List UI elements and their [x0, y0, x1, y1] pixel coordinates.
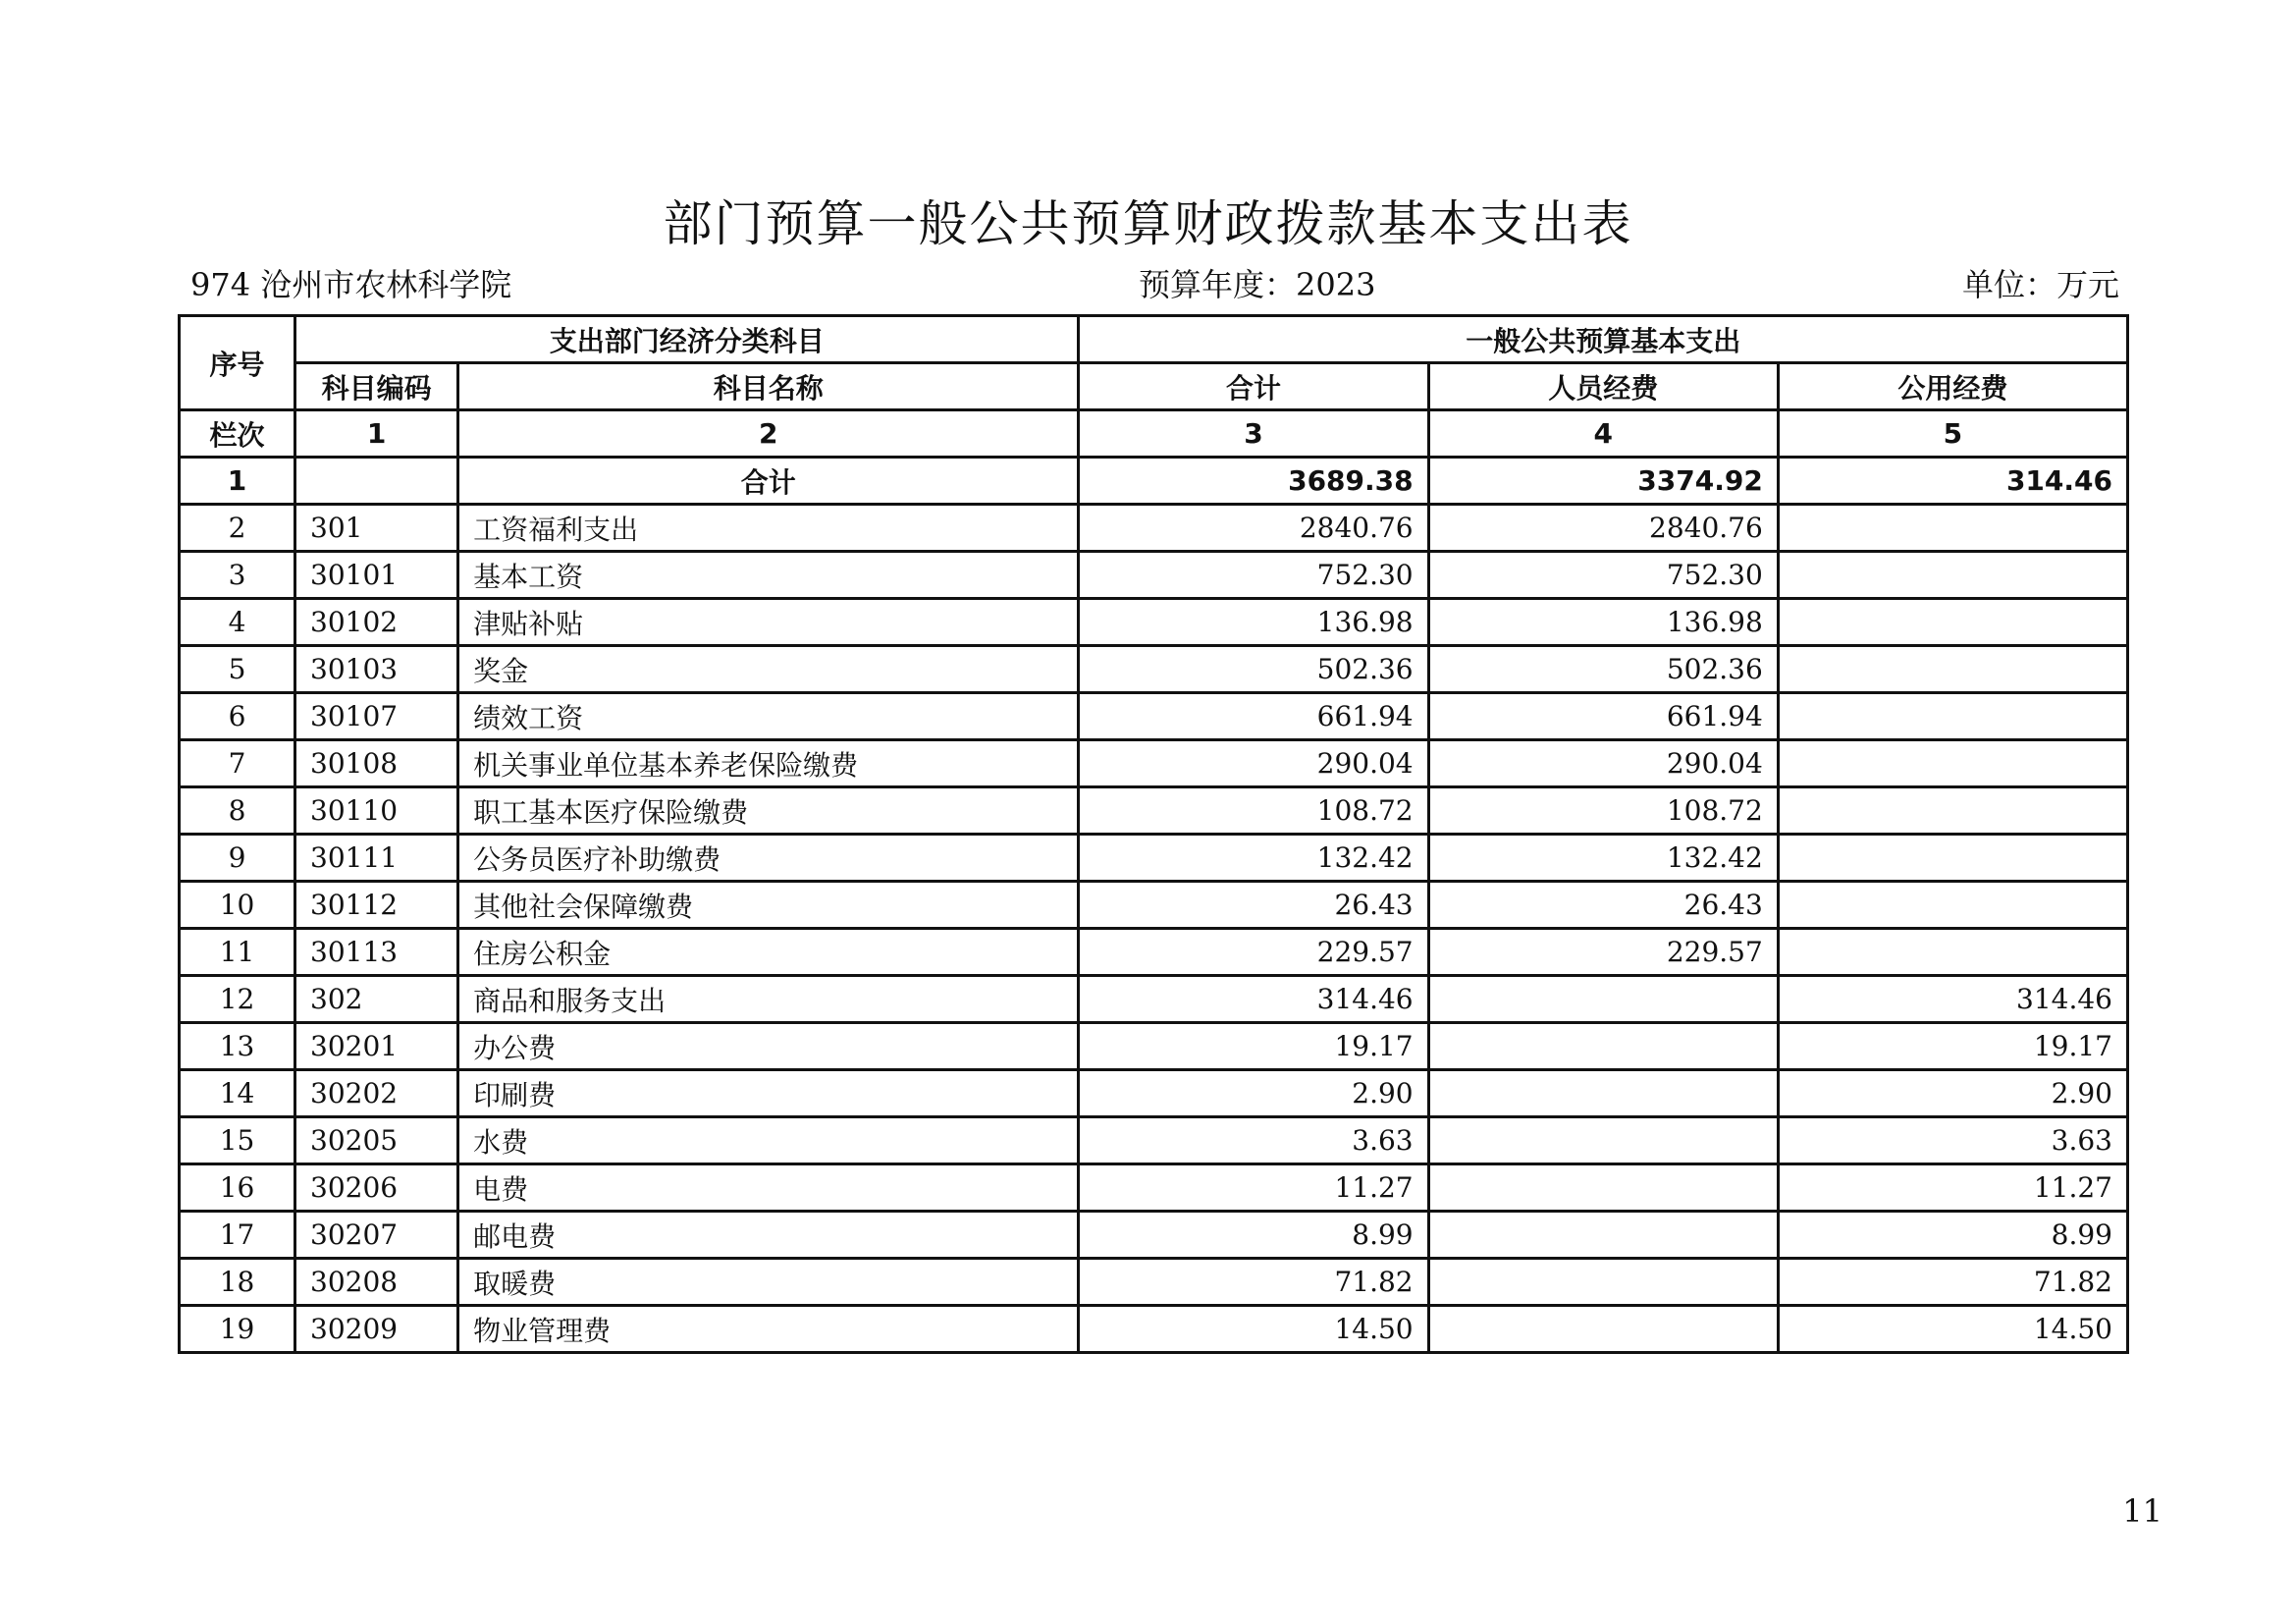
cell-code: 30102	[295, 599, 458, 646]
cell-public	[1778, 693, 2127, 740]
column-index-2: 2	[458, 410, 1079, 458]
cell-name: 合计	[458, 458, 1079, 505]
cell-code: 30206	[295, 1164, 458, 1212]
column-index-3: 3	[1079, 410, 1428, 458]
header-name: 科目名称	[458, 363, 1079, 410]
cell-seq: 16	[180, 1164, 295, 1212]
cell-name: 工资福利支出	[458, 505, 1079, 552]
cell-public	[1778, 882, 2127, 929]
table-row	[180, 1117, 2128, 1164]
cell-name: 取暖费	[458, 1259, 1079, 1306]
table-row	[180, 552, 2128, 599]
table-row	[180, 1306, 2128, 1353]
cell-public	[1778, 740, 2127, 787]
cell-name: 办公费	[458, 1023, 1079, 1070]
cell-total: 136.98	[1079, 599, 1428, 646]
table-row	[180, 835, 2128, 882]
cell-total: 2840.76	[1079, 505, 1428, 552]
cell-name: 职工基本医疗保险缴费	[458, 787, 1079, 835]
table-row	[180, 1212, 2128, 1259]
cell-name: 公务员医疗补助缴费	[458, 835, 1079, 882]
cell-public: 19.17	[1778, 1023, 2127, 1070]
cell-personnel: 661.94	[1428, 693, 1778, 740]
cell-code: 30110	[295, 787, 458, 835]
cell-public: 314.46	[1778, 976, 2127, 1023]
table-row	[180, 1164, 2128, 1212]
cell-seq: 8	[180, 787, 295, 835]
cell-seq: 1	[180, 458, 295, 505]
page-number: 11	[2122, 1492, 2163, 1530]
table-row	[180, 458, 2128, 505]
cell-code: 30101	[295, 552, 458, 599]
cell-code: 30209	[295, 1306, 458, 1353]
cell-name: 机关事业单位基本养老保险缴费	[458, 740, 1079, 787]
budget-table	[178, 314, 2129, 1354]
cell-name: 物业管理费	[458, 1306, 1079, 1353]
cell-total: 108.72	[1079, 787, 1428, 835]
cell-name: 津贴补贴	[458, 599, 1079, 646]
unit-label: 单位：万元	[1961, 266, 2119, 303]
cell-personnel: 502.36	[1428, 646, 1778, 693]
cell-total: 229.57	[1079, 929, 1428, 976]
budget-year: 预算年度：2023	[1139, 266, 1376, 303]
table-body	[180, 458, 2128, 1353]
cell-public	[1778, 505, 2127, 552]
cell-public	[1778, 646, 2127, 693]
cell-total: 2.90	[1079, 1070, 1428, 1117]
cell-personnel: 290.04	[1428, 740, 1778, 787]
table-row	[180, 505, 2128, 552]
cell-code: 30208	[295, 1259, 458, 1306]
cell-seq: 14	[180, 1070, 295, 1117]
cell-total: 71.82	[1079, 1259, 1428, 1306]
cell-name: 奖金	[458, 646, 1079, 693]
cell-name: 水费	[458, 1117, 1079, 1164]
cell-total: 11.27	[1079, 1164, 1428, 1212]
cell-seq: 2	[180, 505, 295, 552]
header-basic-expenditure: 一般公共预算基本支出	[1079, 316, 2128, 363]
table-row	[180, 740, 2128, 787]
table-row	[180, 929, 2128, 976]
cell-seq: 12	[180, 976, 295, 1023]
cell-code: 30207	[295, 1212, 458, 1259]
cell-personnel	[1428, 1070, 1778, 1117]
table-row	[180, 882, 2128, 929]
cell-personnel	[1428, 1212, 1778, 1259]
cell-personnel	[1428, 1259, 1778, 1306]
column-index-5: 5	[1778, 410, 2127, 458]
header-seq: 序号	[180, 316, 295, 410]
cell-seq: 11	[180, 929, 295, 976]
cell-seq: 19	[180, 1306, 295, 1353]
cell-total: 132.42	[1079, 835, 1428, 882]
cell-personnel: 136.98	[1428, 599, 1778, 646]
cell-name: 电费	[458, 1164, 1079, 1212]
cell-total: 8.99	[1079, 1212, 1428, 1259]
cell-personnel: 3374.92	[1428, 458, 1778, 505]
cell-total: 290.04	[1079, 740, 1428, 787]
table-row	[180, 646, 2128, 693]
cell-seq: 5	[180, 646, 295, 693]
cell-personnel: 752.30	[1428, 552, 1778, 599]
header-personnel: 人员经费	[1428, 363, 1778, 410]
cell-code: 30112	[295, 882, 458, 929]
header-public: 公用经费	[1778, 363, 2127, 410]
cell-total: 14.50	[1079, 1306, 1428, 1353]
column-index-row	[180, 410, 2128, 458]
cell-name: 基本工资	[458, 552, 1079, 599]
cell-code: 301	[295, 505, 458, 552]
cell-personnel: 2840.76	[1428, 505, 1778, 552]
cell-code: 30202	[295, 1070, 458, 1117]
cell-name: 商品和服务支出	[458, 976, 1079, 1023]
header-code: 科目编码	[295, 363, 458, 410]
cell-public: 14.50	[1778, 1306, 2127, 1353]
cell-total: 752.30	[1079, 552, 1428, 599]
cell-public	[1778, 599, 2127, 646]
document-title: 部门预算一般公共预算财政拨款基本支出表	[663, 195, 1633, 252]
cell-seq: 7	[180, 740, 295, 787]
table-row	[180, 599, 2128, 646]
cell-public: 2.90	[1778, 1070, 2127, 1117]
cell-seq: 4	[180, 599, 295, 646]
cell-public: 3.63	[1778, 1117, 2127, 1164]
organization-name: 974 沧州市农林科学院	[190, 266, 512, 303]
cell-name: 其他社会保障缴费	[458, 882, 1079, 929]
cell-name: 绩效工资	[458, 693, 1079, 740]
column-index-label: 栏次	[180, 410, 295, 458]
cell-name: 住房公积金	[458, 929, 1079, 976]
cell-name: 印刷费	[458, 1070, 1079, 1117]
cell-public: 8.99	[1778, 1212, 2127, 1259]
cell-personnel	[1428, 1117, 1778, 1164]
cell-code: 30205	[295, 1117, 458, 1164]
cell-total: 26.43	[1079, 882, 1428, 929]
cell-personnel	[1428, 1023, 1778, 1070]
cell-personnel: 132.42	[1428, 835, 1778, 882]
cell-public: 11.27	[1778, 1164, 2127, 1212]
header-row-1	[180, 316, 2128, 363]
cell-personnel: 108.72	[1428, 787, 1778, 835]
cell-code: 30108	[295, 740, 458, 787]
cell-total: 3689.38	[1079, 458, 1428, 505]
table-row	[180, 1023, 2128, 1070]
cell-seq: 9	[180, 835, 295, 882]
cell-public	[1778, 552, 2127, 599]
cell-name: 邮电费	[458, 1212, 1079, 1259]
header-total: 合计	[1079, 363, 1428, 410]
table-row	[180, 1259, 2128, 1306]
cell-code: 30111	[295, 835, 458, 882]
header-row-2	[180, 363, 2128, 410]
cell-code	[295, 458, 458, 505]
cell-code: 30107	[295, 693, 458, 740]
cell-seq: 15	[180, 1117, 295, 1164]
cell-public: 71.82	[1778, 1259, 2127, 1306]
cell-personnel	[1428, 1164, 1778, 1212]
cell-total: 3.63	[1079, 1117, 1428, 1164]
cell-total: 19.17	[1079, 1023, 1428, 1070]
cell-public: 314.46	[1778, 458, 2127, 505]
cell-public	[1778, 787, 2127, 835]
cell-code: 30113	[295, 929, 458, 976]
cell-seq: 3	[180, 552, 295, 599]
cell-seq: 10	[180, 882, 295, 929]
cell-code: 30103	[295, 646, 458, 693]
cell-seq: 6	[180, 693, 295, 740]
table-row	[180, 1070, 2128, 1117]
table-row	[180, 976, 2128, 1023]
cell-personnel	[1428, 976, 1778, 1023]
cell-personnel: 229.57	[1428, 929, 1778, 976]
header-economic-classification: 支出部门经济分类科目	[295, 316, 1079, 363]
table-row	[180, 787, 2128, 835]
table-row	[180, 693, 2128, 740]
cell-total: 314.46	[1079, 976, 1428, 1023]
cell-code: 30201	[295, 1023, 458, 1070]
cell-code: 302	[295, 976, 458, 1023]
cell-public	[1778, 929, 2127, 976]
cell-seq: 13	[180, 1023, 295, 1070]
cell-personnel: 26.43	[1428, 882, 1778, 929]
cell-total: 661.94	[1079, 693, 1428, 740]
column-index-4: 4	[1428, 410, 1778, 458]
cell-public	[1778, 835, 2127, 882]
cell-total: 502.36	[1079, 646, 1428, 693]
column-index-1: 1	[295, 410, 458, 458]
cell-personnel	[1428, 1306, 1778, 1353]
cell-seq: 17	[180, 1212, 295, 1259]
cell-seq: 18	[180, 1259, 295, 1306]
